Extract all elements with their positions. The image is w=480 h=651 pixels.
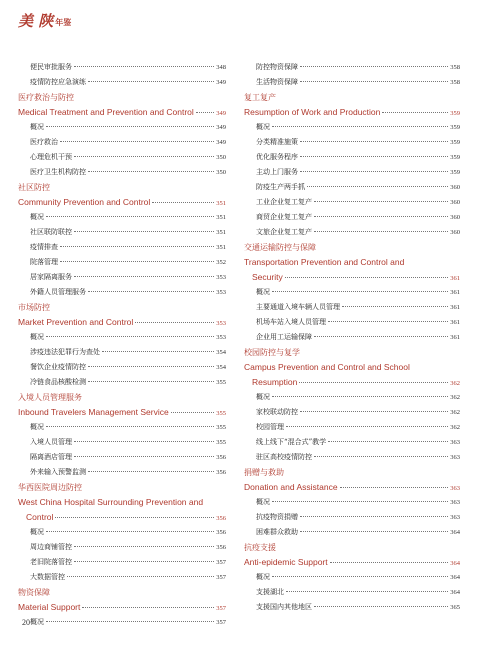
section-heading-en — [244, 270, 460, 285]
toc-entry — [244, 405, 460, 420]
toc-entry-page-number: 363 — [450, 499, 460, 506]
dot-leader — [60, 261, 214, 262]
section-heading-en — [244, 555, 460, 570]
toc-entry-title: 主动上门服务 — [256, 168, 298, 176]
section-heading-cn: 华西医院周边防控 — [18, 483, 82, 492]
toc-entry — [244, 420, 460, 435]
toc-entry-page-number: 362 — [450, 424, 460, 431]
dot-leader — [102, 351, 214, 352]
section-heading-en — [18, 195, 226, 210]
section-heading-en-text: Material Support — [18, 602, 81, 612]
section-heading-cn: 入境人员管理服务 — [18, 393, 82, 402]
toc-entry-page-number: 357 — [216, 574, 226, 581]
section-heading-cn: 捐赠与救助 — [244, 468, 284, 477]
section-heading-en-text: Security — [252, 272, 283, 282]
dot-leader — [300, 156, 448, 157]
toc-entry-title: 心理危机干预 — [30, 153, 72, 161]
toc-entry-title: 概况 — [30, 528, 44, 536]
toc-entry — [18, 540, 226, 555]
toc-entry-page-number: 363 — [450, 439, 460, 446]
toc-entry-title: 商贸企业复工复产 — [256, 213, 312, 221]
toc-entry-page-number: 354 — [216, 349, 226, 356]
toc-entry — [18, 375, 226, 390]
toc-entry-page-number: 363 — [450, 514, 460, 521]
toc-entry — [244, 165, 460, 180]
toc-entry-page-number: 364 — [450, 574, 460, 581]
section-heading-en-text: Resumption — [252, 377, 298, 387]
dot-leader — [152, 202, 214, 203]
dot-leader — [74, 156, 214, 157]
toc-entry-title: 疫情排查 — [30, 243, 58, 251]
logo-calligraphy: 美 陕 — [18, 12, 54, 30]
dot-leader — [272, 396, 448, 397]
section-heading-en-text: Control — [26, 512, 54, 522]
section-page-number: 349 — [216, 110, 226, 117]
toc-entry — [18, 135, 226, 150]
toc-entry-page-number: 357 — [216, 559, 226, 566]
toc-entry — [18, 60, 226, 75]
toc-entry-title: 企业用工运输保障 — [256, 333, 312, 341]
section-heading-en-text: Market Prevention and Control — [18, 317, 134, 327]
dot-leader — [46, 621, 214, 622]
dot-leader — [272, 501, 448, 502]
dot-leader — [60, 246, 214, 247]
section-heading-en-text: Inbound Travelers Management Service — [18, 407, 169, 417]
toc-entry-page-number: 360 — [450, 229, 460, 236]
dot-leader — [74, 546, 214, 547]
toc-entry-page-number: 360 — [450, 184, 460, 191]
section-page-number: 364 — [450, 560, 460, 567]
toc-entry — [244, 135, 460, 150]
section-page-number: 355 — [216, 410, 226, 417]
toc-entry-title: 支援湖北 — [256, 588, 284, 596]
toc-entry-page-number: 358 — [450, 79, 460, 86]
toc-entry-title: 社区联防联控 — [30, 228, 72, 236]
section-heading-en — [18, 315, 226, 330]
dot-leader — [88, 381, 214, 382]
toc-entry — [244, 495, 460, 510]
toc-entry — [244, 585, 460, 600]
toc-entry-title: 涉疫违法犯罪行为查处 — [30, 348, 100, 356]
toc-entry — [18, 330, 226, 345]
toc-entry — [18, 555, 226, 570]
toc-entry-title: 校园管理 — [256, 423, 284, 431]
dot-leader — [286, 426, 448, 427]
dot-leader — [330, 562, 449, 563]
section-heading-en — [18, 495, 226, 510]
section-heading-en — [244, 360, 460, 375]
dot-leader — [55, 517, 214, 518]
toc-entry — [244, 180, 460, 195]
dot-leader — [314, 201, 448, 202]
section-heading-cn: 复工复产 — [244, 93, 276, 102]
dot-leader — [272, 126, 448, 127]
toc-entry-page-number: 353 — [216, 334, 226, 341]
dot-leader — [46, 336, 214, 337]
toc-entry-title: 优化服务程序 — [256, 153, 298, 161]
toc-entry-page-number: 364 — [450, 589, 460, 596]
toc-entry-title: 大数据管控 — [30, 573, 65, 581]
toc-entry-page-number: 360 — [450, 199, 460, 206]
toc-entry-page-number: 361 — [450, 319, 460, 326]
dot-leader — [300, 171, 448, 172]
toc-entry-page-number: 351 — [216, 214, 226, 221]
dot-leader — [88, 81, 214, 82]
toc-entry — [18, 255, 226, 270]
toc-entry-page-number: 364 — [450, 529, 460, 536]
toc-entry — [244, 225, 460, 240]
toc-entry-title: 概况 — [30, 423, 44, 431]
section-heading-cn: 抗疫支援 — [244, 543, 276, 552]
toc-entry-page-number: 359 — [450, 169, 460, 176]
section-page-number: 361 — [450, 275, 460, 282]
dot-leader — [74, 276, 214, 277]
dot-leader — [46, 126, 214, 127]
toc-entry-title: 分类精准施策 — [256, 138, 298, 146]
section-heading-en — [244, 105, 460, 120]
toc-entry — [244, 210, 460, 225]
section-heading-en — [18, 405, 226, 420]
toc-entry-page-number: 351 — [216, 244, 226, 251]
toc-entry-title: 概况 — [256, 498, 270, 506]
dot-leader — [300, 141, 448, 142]
toc-entry — [18, 150, 226, 165]
toc-entry-title: 防控物资保障 — [256, 63, 298, 71]
toc-entry-page-number: 350 — [216, 154, 226, 161]
toc-entry-page-number: 361 — [450, 289, 460, 296]
toc-entry-page-number: 349 — [216, 139, 226, 146]
toc-entry-page-number: 365 — [450, 604, 460, 611]
dot-leader — [328, 441, 448, 442]
dot-leader — [60, 141, 214, 142]
section-heading-en-text: Medical Treatment and Prevention and Control — [18, 107, 194, 117]
dot-leader — [300, 66, 448, 67]
toc-entry-title: 防疫生产两手抓 — [256, 183, 305, 191]
dot-leader — [314, 216, 448, 217]
section-heading-en-text: Anti-epidemic Support — [244, 557, 328, 567]
toc-entry-page-number: 351 — [216, 229, 226, 236]
toc-entry-page-number: 349 — [216, 79, 226, 86]
section-page-number: 363 — [450, 485, 460, 492]
section-page-number: 357 — [216, 605, 226, 612]
section-heading-en-text: Resumption of Work and Production — [244, 107, 381, 117]
toc-entry — [18, 75, 226, 90]
dot-leader — [74, 456, 214, 457]
toc-entry-title: 工业企业复工复产 — [256, 198, 312, 206]
dot-leader — [67, 576, 214, 577]
logo-yearbook-label: 年鉴 — [55, 17, 72, 27]
toc-entry-page-number: 348 — [216, 64, 226, 71]
toc-entry-page-number: 356 — [216, 529, 226, 536]
dot-leader — [196, 112, 214, 113]
toc-entry — [18, 420, 226, 435]
section-heading-en-text: Campus Prevention and Control and School — [244, 362, 410, 372]
dot-leader — [300, 531, 448, 532]
toc-entry — [244, 525, 460, 540]
toc-entry-title: 线上线下“混合式”教学 — [256, 438, 327, 446]
toc-entry-page-number: 358 — [450, 64, 460, 71]
toc-entry-title: 支援国内其他地区 — [256, 603, 312, 611]
toc-entry — [244, 510, 460, 525]
toc-entry — [244, 150, 460, 165]
toc-entry — [244, 600, 460, 615]
toc-entry-title: 概况 — [30, 333, 44, 341]
toc-left-column — [18, 60, 226, 630]
toc-entry — [244, 390, 460, 405]
toc-entry — [18, 210, 226, 225]
toc-entry-title: 医疗卫生机构防控 — [30, 168, 86, 176]
dot-leader — [46, 216, 214, 217]
section-heading-cn: 物资保障 — [18, 588, 50, 597]
dot-leader — [82, 607, 214, 608]
toc-entry-page-number: 353 — [216, 289, 226, 296]
toc-entry — [18, 450, 226, 465]
toc-entry-page-number: 353 — [216, 274, 226, 281]
yearbook-logo — [18, 10, 71, 31]
toc-entry — [244, 330, 460, 345]
section-heading-en — [244, 375, 460, 390]
section-heading-en — [18, 105, 226, 120]
toc-entry — [18, 120, 226, 135]
dot-leader — [328, 321, 448, 322]
toc-entry — [18, 570, 226, 585]
toc-entry-title: 院落管理 — [30, 258, 58, 266]
toc-entry-title: 便民审批服务 — [30, 63, 72, 71]
toc-entry — [18, 615, 226, 630]
toc-entry-title: 外来输入预警监测 — [30, 468, 86, 476]
section-heading-en — [244, 480, 460, 495]
toc-entry-page-number: 362 — [450, 394, 460, 401]
toc-entry-title: 概况 — [30, 618, 44, 626]
section-heading-en — [244, 255, 460, 270]
toc-entry-title: 概况 — [30, 123, 44, 131]
toc-entry-page-number: 356 — [216, 544, 226, 551]
dot-leader — [314, 336, 448, 337]
toc-entry-page-number: 355 — [216, 379, 226, 386]
section-heading-en-text: Transportation Prevention and Control and — [244, 257, 405, 267]
toc-entry-title: 概况 — [256, 123, 270, 131]
toc-entry — [18, 285, 226, 300]
dot-leader — [74, 231, 214, 232]
toc-entry-title: 餐饮企业疫情防控 — [30, 363, 86, 371]
toc-entry-page-number: 349 — [216, 124, 226, 131]
dot-leader — [286, 591, 448, 592]
toc-entry-page-number: 356 — [216, 454, 226, 461]
toc-right-column — [244, 60, 460, 615]
dot-leader — [46, 531, 214, 532]
toc-entry — [244, 285, 460, 300]
toc-entry — [244, 315, 460, 330]
toc-entry — [18, 345, 226, 360]
section-heading-en-text: West China Hospital Surrounding Prevention and — [18, 497, 204, 507]
dot-leader — [135, 322, 214, 323]
section-page-number: 356 — [216, 515, 226, 522]
toc-entry-title: 居家隔离服务 — [30, 273, 72, 281]
toc-entry-title: 概况 — [256, 573, 270, 581]
dot-leader — [272, 291, 448, 292]
section-heading-en — [18, 510, 226, 525]
dot-leader — [300, 411, 448, 412]
toc-entry-page-number: 355 — [216, 424, 226, 431]
toc-entry-page-number: 359 — [450, 124, 460, 131]
section-heading-en-text: Donation and Assistance — [244, 482, 338, 492]
section-page-number: 359 — [450, 110, 460, 117]
dot-leader — [171, 412, 215, 413]
toc-entry — [18, 240, 226, 255]
toc-entry — [244, 450, 460, 465]
section-page-number: 353 — [216, 320, 226, 327]
toc-entry-title: 概况 — [256, 288, 270, 296]
toc-entry-page-number: 354 — [216, 364, 226, 371]
section-heading-cn: 社区防控 — [18, 183, 50, 192]
toc-entry-title: 抗疫物资捐赠 — [256, 513, 298, 521]
dot-leader — [314, 456, 448, 457]
toc-entry-title: 冷链食品核酸检测 — [30, 378, 86, 386]
dot-leader — [88, 171, 214, 172]
toc-entry-title: 老旧院落管控 — [30, 558, 72, 566]
toc-entry-page-number: 361 — [450, 334, 460, 341]
dot-leader — [88, 291, 214, 292]
toc-entry-title: 驻区高校疫情防控 — [256, 453, 312, 461]
toc-entry — [18, 525, 226, 540]
toc-entry-page-number: 359 — [450, 139, 460, 146]
dot-leader — [307, 186, 448, 187]
dot-leader — [88, 471, 214, 472]
toc-entry-page-number: 361 — [450, 304, 460, 311]
section-heading-en-text: Community Prevention and Control — [18, 197, 151, 207]
dot-leader — [272, 576, 448, 577]
toc-entry — [18, 165, 226, 180]
toc-entry-page-number: 359 — [450, 154, 460, 161]
toc-entry-page-number: 362 — [450, 409, 460, 416]
dot-leader — [88, 366, 214, 367]
toc-entry — [244, 75, 460, 90]
toc-entry — [244, 300, 460, 315]
toc-entry-page-number: 357 — [216, 619, 226, 626]
toc-entry — [18, 435, 226, 450]
toc-entry-page-number: 350 — [216, 169, 226, 176]
toc-entry-title: 概况 — [256, 393, 270, 401]
section-page-number: 351 — [216, 200, 226, 207]
dot-leader — [382, 112, 448, 113]
dot-leader — [74, 561, 214, 562]
toc-entry — [244, 120, 460, 135]
dot-leader — [342, 306, 448, 307]
section-heading-cn: 医疗救治与防控 — [18, 93, 74, 102]
toc-entry-title: 疫情防控应急演练 — [30, 78, 86, 86]
section-heading-cn: 市场防控 — [18, 303, 50, 312]
dot-leader — [300, 516, 448, 517]
toc-entry-page-number: 352 — [216, 259, 226, 266]
section-heading-en — [18, 600, 226, 615]
toc-entry-title: 周边商铺管控 — [30, 543, 72, 551]
toc-entry-page-number: 356 — [216, 469, 226, 476]
toc-entry-title: 外籍人员管理服务 — [30, 288, 86, 296]
toc-entry — [18, 225, 226, 240]
toc-entry-title: 主要通道入境车辆人员管理 — [256, 303, 340, 311]
section-heading-cn: 交通运输防控与保障 — [244, 243, 316, 252]
toc-entry-page-number: 363 — [450, 454, 460, 461]
dot-leader — [299, 382, 448, 383]
toc-entry-page-number: 355 — [216, 439, 226, 446]
toc-entry — [244, 435, 460, 450]
toc-entry — [18, 360, 226, 375]
toc-entry — [18, 465, 226, 480]
toc-entry — [244, 195, 460, 210]
toc-entry-title: 家校联动防控 — [256, 408, 298, 416]
page-number: 20 — [22, 618, 30, 627]
toc-entry-page-number: 360 — [450, 214, 460, 221]
section-heading-cn: 校园防控与复学 — [244, 348, 300, 357]
dot-leader — [285, 277, 449, 278]
toc-entry — [244, 570, 460, 585]
toc-entry-title: 医疗救治 — [30, 138, 58, 146]
dot-leader — [340, 487, 449, 488]
dot-leader — [74, 441, 214, 442]
toc-entry-title: 文旅企业复工复产 — [256, 228, 312, 236]
dot-leader — [300, 81, 448, 82]
toc-entry-title: 入境人员管理 — [30, 438, 72, 446]
dot-leader — [74, 66, 214, 67]
dot-leader — [314, 606, 448, 607]
toc-entry — [244, 60, 460, 75]
toc-entry-title: 概况 — [30, 213, 44, 221]
toc-entry-title: 机场车站入境人员管理 — [256, 318, 326, 326]
toc-entry-title: 隔离酒店管理 — [30, 453, 72, 461]
toc-entry — [18, 270, 226, 285]
dot-leader — [46, 426, 214, 427]
toc-entry-title: 生活物资保障 — [256, 78, 298, 86]
toc-entry-title: 困难群众救助 — [256, 528, 298, 536]
dot-leader — [314, 231, 448, 232]
section-page-number: 362 — [450, 380, 460, 387]
